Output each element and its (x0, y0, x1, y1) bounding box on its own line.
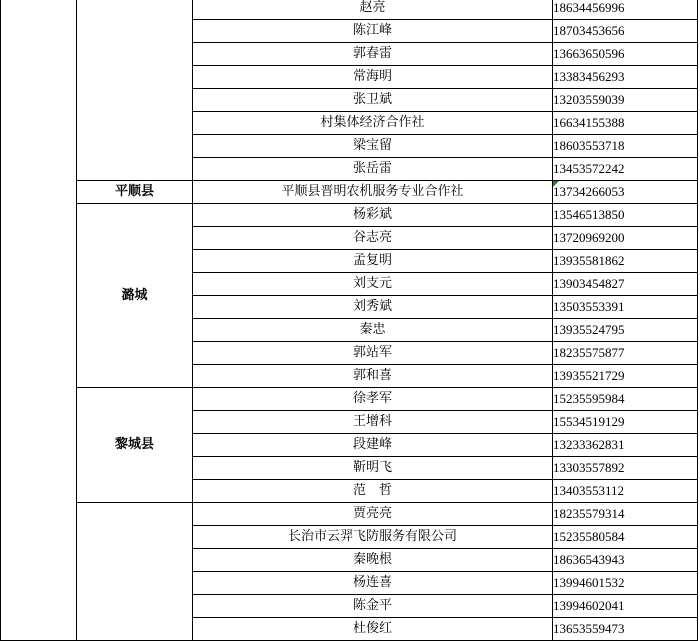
name-cell: 范 哲 (193, 480, 553, 503)
phone-number: 13403553112 (553, 483, 625, 498)
phone-cell (553, 66, 698, 89)
phone-number: 13903454827 (553, 276, 625, 291)
phone-cell (553, 549, 698, 572)
name-cell: 秦晚根 (193, 549, 553, 572)
county-cell: 黎城县 (77, 388, 193, 503)
name-cell: 常海明 (193, 66, 553, 89)
phone-number: 13383456293 (553, 69, 625, 84)
name-cell: 郭站军 (193, 342, 553, 365)
phone-number: 13935581862 (553, 253, 625, 268)
name-cell: 张卫斌 (193, 89, 553, 112)
phone-cell (553, 388, 698, 411)
county-cell: 潞城 (77, 204, 193, 388)
county-cell (77, 0, 193, 181)
phone-number: 13663650596 (553, 46, 625, 61)
phone-number: 13233362831 (553, 437, 625, 452)
name-cell: 段建峰 (193, 434, 553, 457)
name-cell: 郭春雷 (193, 43, 553, 66)
phone-number: 13453572242 (553, 161, 625, 176)
name-cell: 杨彩斌 (193, 204, 553, 227)
phone-number: 13994601532 (553, 575, 625, 590)
name-cell: 刘秀斌 (193, 296, 553, 319)
phone-number: 13994602041 (553, 598, 625, 613)
phone-number: 13720969200 (553, 230, 625, 245)
phone-number: 13546513850 (553, 207, 625, 222)
phone-number: 13935521729 (553, 368, 625, 383)
phone-cell (553, 135, 698, 158)
phone-cell (553, 503, 698, 526)
name-cell: 陈江峰 (193, 20, 553, 43)
name-cell: 贾亮亮 (193, 503, 553, 526)
name-cell: 张岳雷 (193, 158, 553, 181)
name-cell: 杜俊红 (193, 618, 553, 641)
name-cell: 靳明飞 (193, 457, 553, 480)
phone-cell (553, 20, 698, 43)
phone-cell (553, 181, 698, 204)
name-cell: 秦忠 (193, 319, 553, 342)
phone-number: 13203559039 (553, 92, 625, 107)
name-cell: 长治市云羿飞防服务有限公司 (193, 526, 553, 549)
phone-number: 18703453656 (553, 23, 625, 38)
phone-number: 13734266053 (553, 184, 625, 199)
name-cell: 孟复明 (193, 250, 553, 273)
phone-cell (553, 204, 698, 227)
phone-cell (553, 595, 698, 618)
phone-number: 18634456996 (553, 0, 625, 15)
name-cell: 王增科 (193, 411, 553, 434)
name-cell: 梁宝留 (193, 135, 553, 158)
name-cell: 刘支元 (193, 273, 553, 296)
phone-number: 18636543943 (553, 552, 625, 567)
table-row (1, 503, 698, 526)
phone-number: 13935524795 (553, 322, 625, 337)
name-cell: 杨连喜 (193, 572, 553, 595)
phone-number: 18235579314 (553, 506, 625, 521)
phone-cell (553, 89, 698, 112)
phone-number: 13303557892 (553, 460, 625, 475)
county-cell: 平顺县 (77, 181, 193, 204)
phone-cell (553, 411, 698, 434)
name-cell: 陈金平 (193, 595, 553, 618)
phone-cell (553, 43, 698, 66)
phone-cell (553, 526, 698, 549)
phone-cell (553, 227, 698, 250)
name-cell: 村集体经济合作社 (193, 112, 553, 135)
phone-cell (553, 618, 698, 641)
name-cell: 平顺县晋明农机服务专业合作社 (193, 181, 553, 204)
phone-cell (553, 457, 698, 480)
cell-marker-icon (553, 181, 559, 187)
county-cell (77, 503, 193, 641)
phone-cell (553, 158, 698, 181)
phone-cell (553, 365, 698, 388)
phone-cell (553, 319, 698, 342)
phone-cell (553, 112, 698, 135)
name-cell: 郭和喜 (193, 365, 553, 388)
phone-number: 16634155388 (553, 115, 625, 130)
phone-number: 18603553718 (553, 138, 625, 153)
phone-cell (553, 0, 698, 20)
table-row (1, 204, 698, 227)
phone-number: 15235595984 (553, 391, 625, 406)
table-body (1, 0, 698, 641)
phone-number: 13653559473 (553, 621, 625, 636)
phone-number: 15235580584 (553, 529, 625, 544)
name-cell: 徐孝军 (193, 388, 553, 411)
phone-cell (553, 250, 698, 273)
phone-cell (553, 480, 698, 503)
table-row (1, 388, 698, 411)
name-cell: 谷志亮 (193, 227, 553, 250)
table-row (1, 181, 698, 204)
phone-number: 15534519129 (553, 414, 625, 429)
phone-cell (553, 296, 698, 319)
name-cell: 赵亮 (193, 0, 553, 20)
phone-cell (553, 342, 698, 365)
phone-number: 13503553391 (553, 299, 625, 314)
left-margin-cell (1, 0, 77, 641)
phone-number: 18235575877 (553, 345, 625, 360)
phone-cell (553, 273, 698, 296)
phone-cell (553, 434, 698, 457)
table-row (1, 0, 698, 20)
phone-cell (553, 572, 698, 595)
